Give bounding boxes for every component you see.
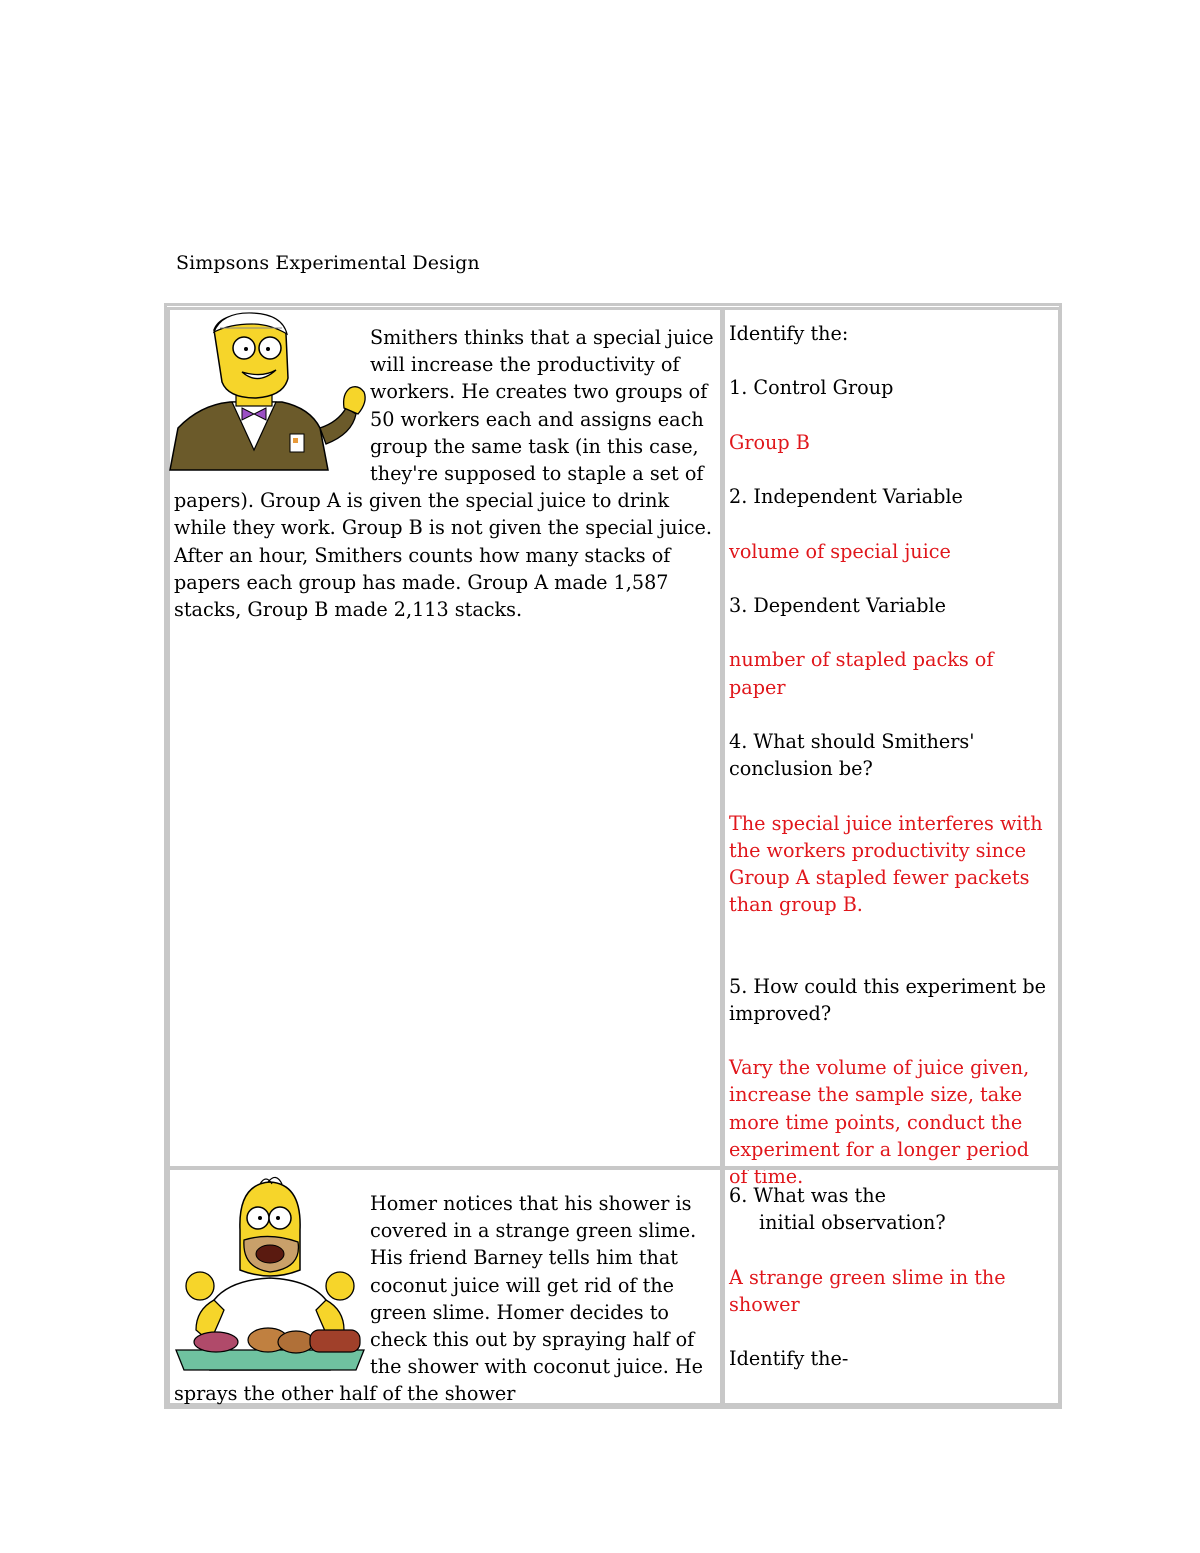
answer-initial-observation: A strange green slime in the shower (729, 1265, 1006, 1316)
identify-prompt: Identify the: (729, 322, 849, 345)
question-dependent-variable: 3. Dependent Variable (729, 593, 947, 617)
question-improvement: 5. How could this experiment be improved? (729, 974, 1047, 1025)
smithers-illustration (170, 310, 370, 472)
homer-scenario-text: Homer notices that his shower is covered in a strange green slime. His friend Barney tells him that coconut juice will get rid of the green slime. Homer decides to check this out by spraying half of the shower with coconut juice. He sprays the other half of the shower (174, 1192, 704, 1406)
homer-questions-cell (722, 1167, 1061, 1406)
question-conclusion: 4. What should Smithers' conclusion be? (729, 729, 975, 781)
questions-cell (722, 307, 1061, 1188)
answer-improvement: Vary the volume of juice given, increase the sample size, take more time points, conduct the experiment for a longer period of time. (729, 1056, 1030, 1188)
homer-scenario-cell (167, 1167, 723, 1406)
question-independent-variable: 2. Independent Variable (729, 485, 963, 509)
answer-conclusion: The special juice interferes with the workers productivity since Group A stapled fewer packets than group B. (729, 811, 1043, 917)
question-initial-observation-line2: initial observation? (759, 1211, 946, 1235)
identify-prompt-2: Identify the- (729, 1347, 849, 1371)
document-title: Simpsons Experimental Design (176, 252, 480, 274)
question-initial-observation-line1: 6. What was the (729, 1184, 886, 1207)
homer-illustration (170, 1170, 370, 1380)
answer-independent-variable: volume of special juice (729, 539, 951, 563)
question-control-group: 1. Control Group (729, 376, 894, 400)
answer-control-group: Group B (729, 430, 810, 454)
answer-dependent-variable: number of stapled packs of paper (729, 648, 994, 699)
smithers-scenario-text: Smithers thinks that a special juice will increase the productivity of workers. He creates two groups of 50 workers each and assigns each group the same task (in this case, they're supposed to staple a set of papers). Group A is given the special juice to drink while they work. Group B is not given the special juice. After an hour, Smithers counts how many stacks of papers each group has made. Group A made 1,587 stacks, Group B made 2,113 stacks. (174, 326, 714, 622)
smithers-scenario-cell (167, 307, 723, 1169)
